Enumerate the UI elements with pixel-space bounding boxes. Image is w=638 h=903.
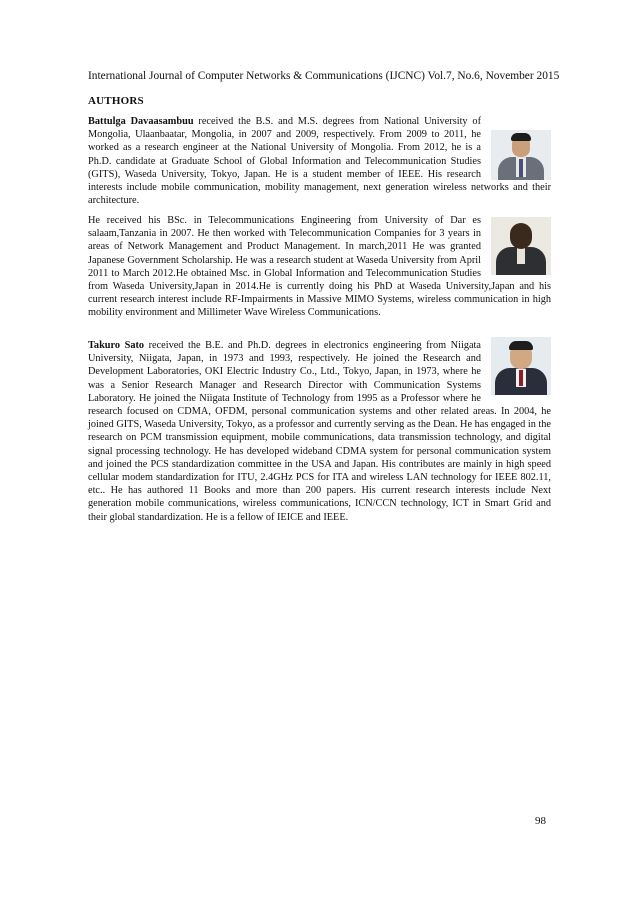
author-bio (88, 339, 551, 524)
author-bio-text: He received his BSc. in Telecommunications Engineering from University of Dar es salaam,Tanzania in 2007. He then worked with Telecommunication Companies for 3 years in areas of Network Management and Product Management. In march,2011 He was granted Japanese Government Scholarship. He was a research student at Waseda University from April 2011 to March 2012.He obtained Msc. in Global Information and Telecommunication Studies from Waseda University,Japan in 2014.He is currently doing his PhD at Waseda University,Japan and his current research interest include RF-Impairments in Massive MIMO Systems, wireless communication in high mobility environment and Millimeter Wave Wireless Communications. (88, 215, 551, 319)
author-photo (491, 337, 551, 395)
journal-header: International Journal of Computer Networks & Communications (IJCNC) Vol.7, No.6, November 2015 (88, 70, 560, 82)
page-number: 98 (535, 815, 546, 827)
author-photo (491, 130, 551, 180)
author-bio (88, 214, 551, 320)
author-name: Takuro Sato (88, 340, 145, 351)
author-bio-text: received the B.E. and Ph.D. degrees in electronics engineering from Niigata University, Niigata, Japan, in 1973 and 1993, respectively. He joined the Research and Development Laboratories, OKI Electric Industry Co., Ltd., Tokyo, Japan, in 1973, where he was a Senior Research Manager and Research Director with Communication Systems Laboratory. He joined the Niigata Institute of Technology from 1995 as a Professor where he research focused on CDMA, OFDM, personal communication systems and other related areas. In 2004, he joined GITS, Waseda University, Tokyo, as a professor and currently serving as the Dean. He has engaged in the research on PCM transmission equipment, mobile communications, data transmission technology, and digital signal processing technology. He has developed wideband CDMA system for personal communication system and joined the PCS standardization committee in the USA and Japan. His contributes are mainly in high speed cellular modem standardization for ITU, 2.4GHz PCS for ITA and wireless LAN technology for IEEE 802.11, etc.. He has authored 11 Books and more than 200 papers. His current research interests include Next generation mobile communications, wireless communications, ICN/CCN technology, ICT in Smart Grid and their global standardization. He is a fellow of IEICE and IEEE. (88, 340, 551, 523)
author-bio (88, 115, 551, 207)
author-photo (491, 217, 551, 275)
section-title: AUTHORS (88, 95, 144, 107)
author-name: Battulga Davaasambuu (88, 116, 194, 127)
author-bio-text: received the B.S. and M.S. degrees from National University of Mongolia, Ulaanbaatar, Mongolia, in 2007 and 2009, respectively. From 2009 to 2011, he worked as a research engineer at the National University of Mongolia. From 2012, he is a Ph.D. candidate at Graduate School of Global Information and Telecommunication Studies (GITS), Waseda University, Tokyo, Japan. He is a student member of IEEE. His research interests include mobile communication, mobility management, next generation wireless networks and their architecture. (88, 116, 551, 207)
